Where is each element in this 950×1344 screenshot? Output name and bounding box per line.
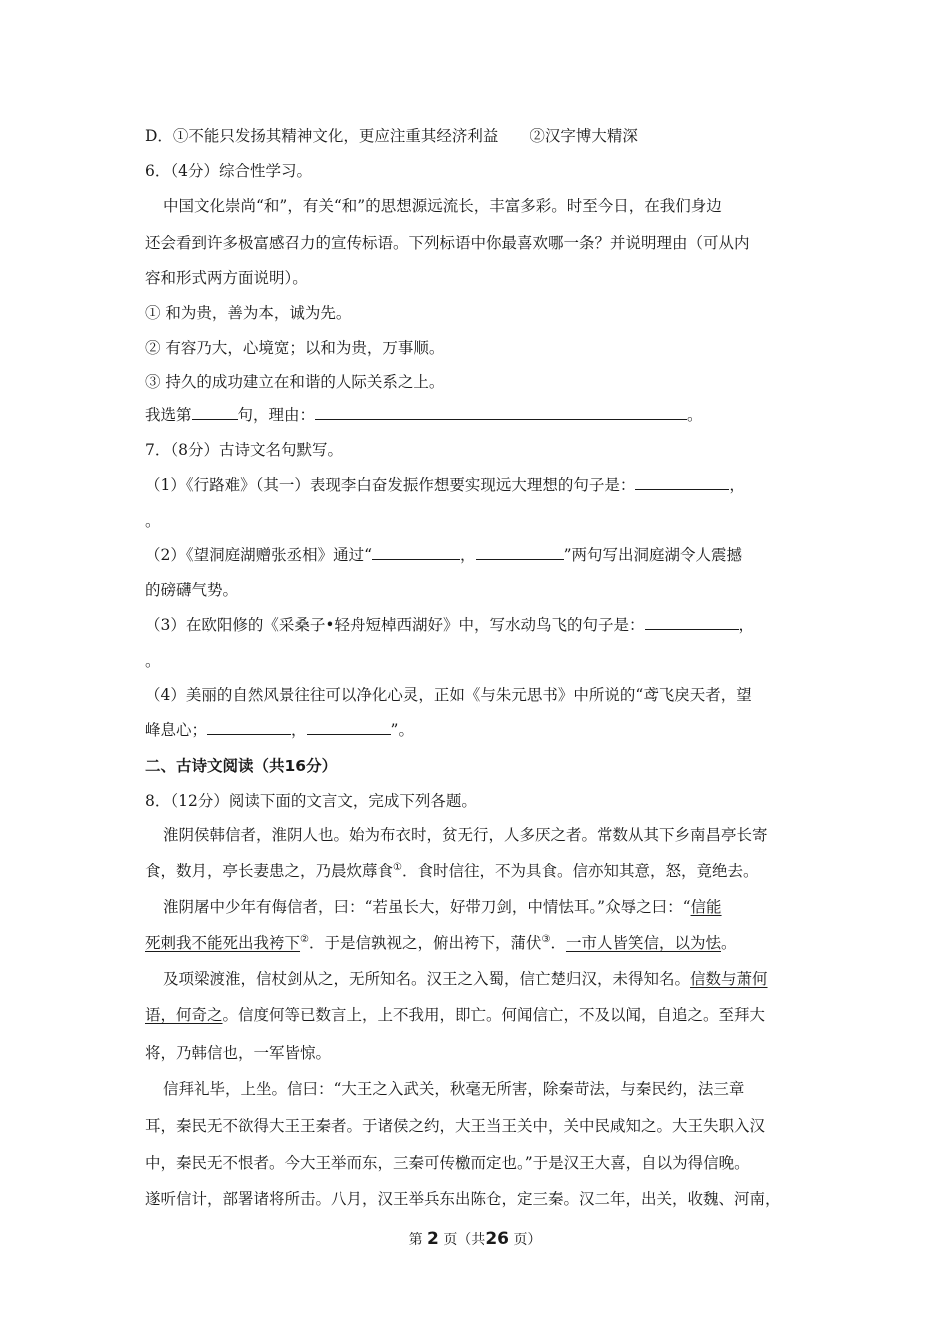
- slogan-1: [145, 303, 351, 323]
- footnote-marker-3: ③: [541, 933, 551, 945]
- q7-item-2-cont: [145, 580, 238, 600]
- underlined-sentence-1b: 死刺我不能死出我袴下: [145, 934, 301, 952]
- passage-text-9: 耳，秦民无不欲得大王王秦者。于诸侯之约，大王当王关中，关中民咸知之。大王失职入汉: [145, 1117, 766, 1135]
- passage-text-1: 淮阴侯韩信者，淮阴人也。始为布衣时，贫无行，人多厌之者。常数从其下乡南昌亭长寄: [163, 826, 768, 844]
- footer-mid: 页（共: [443, 1232, 486, 1248]
- question-8-text: 8．（12分）阅读下面的文言文，完成下列各题。: [145, 792, 477, 810]
- q7-item-1-comma: ，: [729, 476, 745, 494]
- q7-item-2-text-end: ”两句写出洞庭湖令人震撼: [563, 546, 742, 564]
- question-6-title: [145, 161, 312, 181]
- slogan-2: [145, 338, 444, 358]
- option-d: [145, 126, 638, 146]
- slogan-3-text: ③ 持久的成功建立在和谐的人际关系之上。: [145, 373, 445, 391]
- footnote-marker-2: ②: [300, 933, 309, 945]
- question-7-text: 7．（8分）古诗文名句默写。: [145, 441, 343, 459]
- q7-4-blank-b[interactable]: [307, 720, 391, 735]
- q7-2-blank-a[interactable]: [372, 545, 460, 560]
- passage-line-8: [163, 1079, 744, 1099]
- option-d-text: D．①不能只发扬其精神文化，更应注重其经济利益 ②汉字博大精深: [145, 127, 638, 145]
- q7-item-1-end: 。: [145, 512, 161, 530]
- q7-item-1-text: （1）《行路难》（其一）表现李白奋发振作想要实现远大理想的句子是：: [145, 476, 636, 494]
- q6-prompt-line-2: [145, 233, 750, 253]
- q7-item-3-text: （3）在欧阳修的《采桑子•轻舟短棹西湖好》中，写水动鸟飞的句子是：: [145, 616, 645, 634]
- q7-3-blank-a[interactable]: [645, 615, 739, 630]
- total-page-count: 26: [485, 1229, 509, 1249]
- footer-prefix: 第: [408, 1232, 423, 1248]
- q6-prompt-text-1: 中国文化崇尚“和”，有关“和”的思想源远流长，丰富多彩。时至今日，在我们身边: [163, 197, 722, 215]
- q6-prompt-line-3: [145, 268, 308, 288]
- footer-suffix: 页）: [513, 1232, 542, 1248]
- underlined-sentence-3b: 语，何奇之: [145, 1006, 223, 1024]
- q7-item-2-cont-text: 的磅礴气势。: [145, 581, 239, 599]
- passage-line-11: [145, 1189, 781, 1209]
- passage-line-6: [145, 1005, 765, 1025]
- passage-line-10: [145, 1153, 750, 1173]
- q7-2-blank-b[interactable]: [476, 545, 564, 560]
- passage-line-5: [163, 969, 768, 989]
- q7-item-3: [145, 615, 754, 635]
- q7-item-4-prefix: 峰息心；: [145, 721, 208, 739]
- passage-line-7: [145, 1043, 331, 1063]
- q7-item-4-cont: [145, 720, 414, 740]
- question-6-text: 6．（4分）综合性学习。: [145, 162, 312, 180]
- passage-text-7: 将，乃韩信也，一军皆惊。: [145, 1044, 332, 1062]
- page-footer: [0, 1229, 950, 1249]
- passage-text-2b: ．食时信往，不为具食。信亦知其意，怒，竟绝去。: [401, 862, 759, 880]
- answer-line-q6: [145, 405, 703, 425]
- q7-item-2-text: （2）《望洞庭湖赠张丞相》通过“: [145, 546, 373, 564]
- footnote-marker-1: ①: [393, 861, 402, 873]
- passage-line-3: [163, 897, 722, 917]
- section-2-heading: [145, 756, 337, 776]
- q7-item-2: [145, 545, 742, 565]
- q7-item-4-end: ”。: [390, 721, 414, 739]
- q6-prompt-text-2: 还会看到许多极富感召力的宣传标语。下列标语中你最喜欢哪一条？并说明理由（可从内: [145, 234, 750, 252]
- q7-item-2-comma: ，: [460, 546, 476, 564]
- passage-text-4b: ．: [550, 934, 566, 952]
- q7-item-1: [145, 475, 745, 495]
- q7-item-1-cont: [145, 511, 161, 531]
- q7-item-4: [145, 685, 752, 705]
- answer-reason-label: 句，理由：: [237, 406, 316, 424]
- passage-text-5a: 及项梁渡淮，信杖剑从之，无所知名。汉王之入蜀，信亡楚归汉，未得知名。: [163, 970, 691, 988]
- passage-line-9: [145, 1116, 765, 1136]
- q7-item-4-text: （4）美丽的自然风景往往可以净化心灵，正如《与朱元思书》中所说的“鸢飞戾天者，望: [145, 686, 752, 704]
- passage-text-3a: 淮阴屠中少年有侮信者，曰：“若虽长大，好带刀剑，中情怯耳。”众辱之曰：“: [163, 898, 691, 916]
- q7-item-4-comma: ，: [291, 721, 307, 739]
- q6-prompt-text-3: 容和形式两方面说明）。: [145, 269, 308, 287]
- q7-item-3-end: 。: [145, 652, 161, 670]
- current-page-number: 2: [427, 1229, 439, 1249]
- passage-text-2a: 食，数月，亭长妻患之，乃晨炊蓐食: [145, 862, 394, 880]
- passage-text-6a: 。信度何等已数言上，上不我用，即亡。何闻信亡，不及以闻，自追之。至拜大: [222, 1006, 766, 1024]
- question-7-title: [145, 440, 343, 460]
- passage-text-4c: 。: [721, 934, 737, 952]
- q7-4-blank-a[interactable]: [207, 720, 291, 735]
- underlined-sentence-2: 一市人皆笑信，以为怯: [565, 934, 721, 952]
- q7-1-blank-a[interactable]: [635, 475, 729, 490]
- q7-item-3-comma: ，: [738, 616, 755, 634]
- answer-end: 。: [687, 406, 703, 424]
- q7-item-3-cont: [145, 651, 161, 671]
- passage-text-8: 信拜礼毕，上坐。信曰：“大王之入武关，秋毫无所害，除秦苛法，与秦民约，法三章: [163, 1080, 745, 1098]
- slogan-2-text: ② 有容乃大，心境宽；以和为贵，万事顺。: [145, 339, 445, 357]
- passage-text-11: 遂听信计，部署诸将所击。八月，汉王举兵东出陈仓，定三秦。汉二年，出关，收魏、河南，: [145, 1190, 781, 1208]
- section-2-heading-text: 二、古诗文阅读（共16分）: [145, 757, 338, 775]
- passage-line-4: [145, 933, 737, 953]
- passage-line-2: [145, 861, 759, 881]
- underlined-sentence-3a: 信数与萧何: [690, 970, 768, 988]
- answer-blank-reason[interactable]: [315, 405, 687, 420]
- passage-text-4a: ．于是信孰视之，俯出袴下，蒲伏: [308, 934, 542, 952]
- answer-blank-choice[interactable]: [192, 405, 238, 420]
- question-8-title: [145, 791, 477, 811]
- underlined-sentence-1a: 信能: [690, 898, 722, 916]
- passage-text-10: 中，秦民无不恨者。今大王举而东，三秦可传檄而定也。”于是汉王大喜，自以为得信晚。: [145, 1154, 750, 1172]
- answer-prefix: 我选第: [145, 406, 192, 424]
- q6-prompt-line-1: [163, 196, 722, 216]
- slogan-1-text: ① 和为贵，善为本，诚为先。: [145, 304, 352, 322]
- slogan-3: [145, 372, 444, 392]
- passage-line-1: [163, 825, 768, 845]
